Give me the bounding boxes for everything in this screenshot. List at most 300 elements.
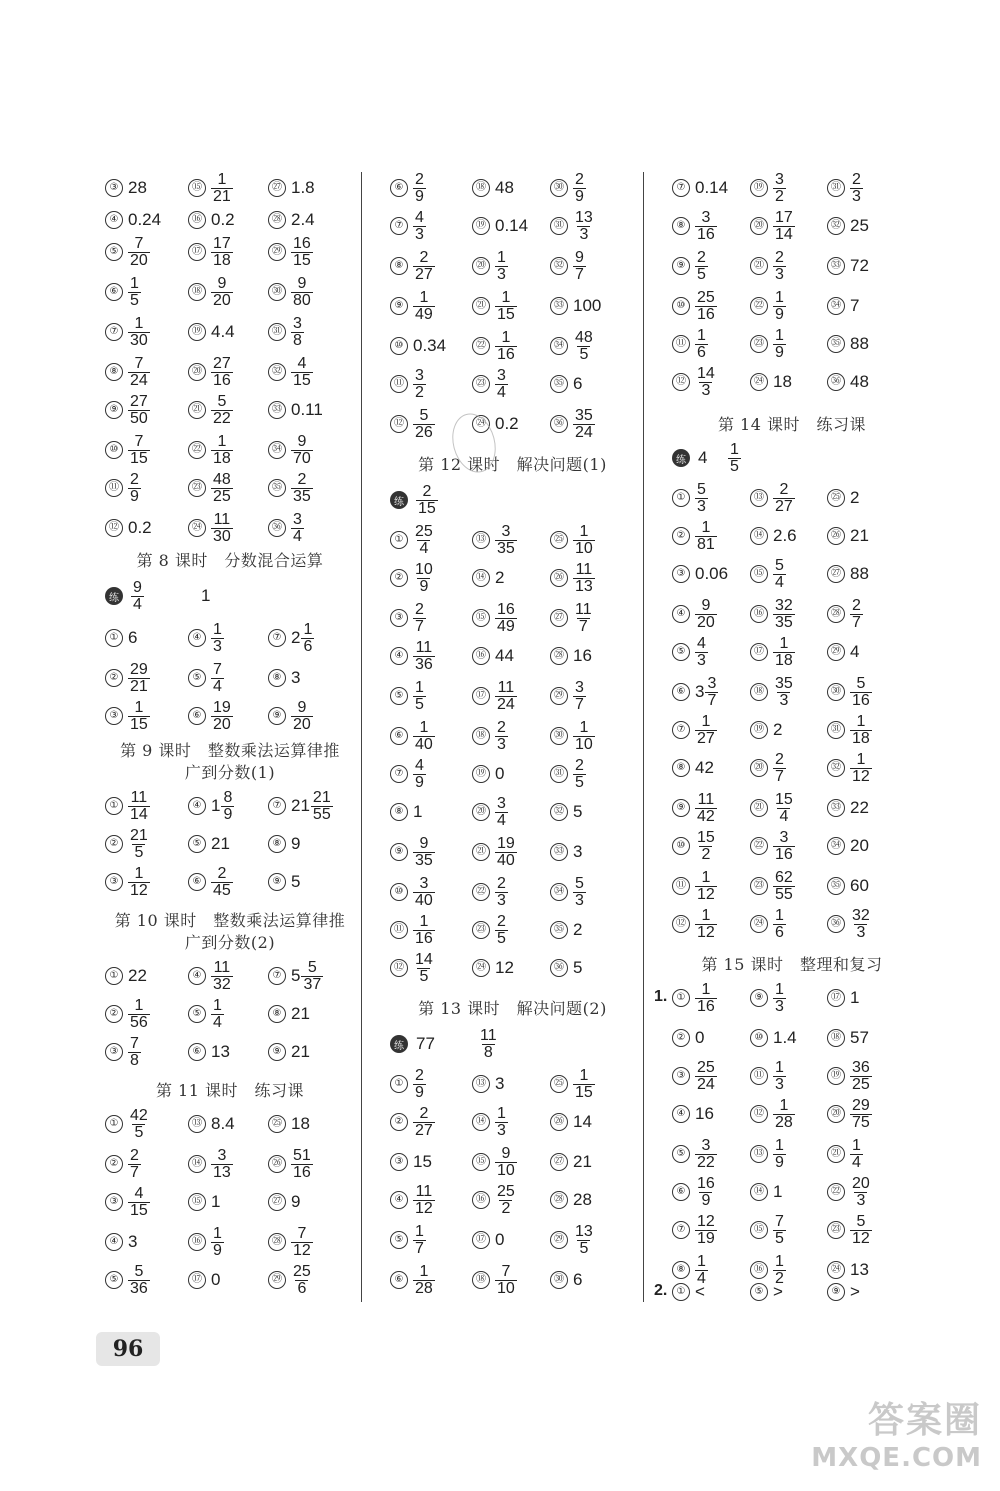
numerator: 13 [575, 1222, 593, 1240]
value-text: 0 [211, 1270, 221, 1289]
question-number: ③ [672, 1067, 690, 1085]
question-number: ⑨ [390, 843, 408, 861]
watermark-logo-text: 答案圈 [867, 1400, 982, 1441]
numerator: 1 [497, 248, 506, 266]
answer-value [695, 564, 728, 584]
value-text: 2.6 [773, 526, 797, 545]
numerator: 1 [130, 274, 139, 292]
answer-item [827, 1210, 872, 1250]
numerator: 5 [697, 480, 706, 498]
denominator: 3 [575, 891, 584, 909]
denominator: 21 [130, 677, 148, 695]
value-text: 2 [573, 920, 583, 939]
value-text: 0.24 [128, 210, 162, 229]
answer-item [131, 576, 144, 616]
fraction [413, 1264, 435, 1297]
answer-value [695, 870, 717, 903]
denominator: 16 [697, 225, 715, 243]
fraction [695, 1214, 717, 1247]
answer-item [472, 286, 517, 326]
fraction [695, 1138, 717, 1171]
fraction [573, 210, 595, 243]
answer-value [211, 356, 233, 389]
fraction [850, 598, 863, 631]
answer-value [211, 322, 235, 342]
answer-value [773, 830, 795, 863]
value-text: 28 [128, 178, 147, 197]
denominator: 14 [775, 225, 793, 243]
answer-value [495, 290, 517, 323]
denominator: 80 [293, 291, 311, 309]
numerator: 1 [501, 288, 511, 306]
answer-value [128, 518, 152, 538]
fraction [850, 676, 872, 709]
answer-row [390, 364, 635, 404]
answer-item [550, 404, 595, 444]
question-number: ⑧ [268, 1005, 286, 1023]
question-number: ㉟ [550, 375, 568, 393]
answer-item [672, 672, 718, 712]
answer-value [850, 372, 869, 392]
fraction [495, 914, 508, 947]
question-number: ⑪ [672, 335, 690, 353]
fraction [211, 512, 233, 545]
fraction [773, 598, 795, 631]
answer-item [750, 1056, 786, 1096]
fraction [573, 602, 594, 635]
question-number: ㉛ [827, 179, 845, 197]
value-text: 6 [573, 1270, 583, 1289]
answer-value [698, 448, 707, 468]
answer-row [390, 754, 635, 794]
numerator: 9 [575, 248, 584, 266]
answer-item [550, 1142, 592, 1182]
fraction [291, 276, 313, 309]
numerator: 4 [297, 354, 307, 372]
answer-item [827, 1094, 872, 1134]
answer-value [773, 752, 786, 785]
answer-item [268, 956, 323, 996]
answer-item [550, 792, 582, 832]
numerator: 1 [217, 170, 227, 188]
answer-item [390, 716, 435, 756]
answer-item [188, 1222, 224, 1262]
question-number: ⑦ [672, 1221, 690, 1239]
value-text: 15 [413, 1152, 432, 1171]
denominator: 16 [415, 929, 433, 947]
fraction [128, 434, 150, 467]
numerator: 1 [775, 980, 784, 998]
answer-row [390, 1024, 635, 1064]
answer-item [268, 352, 313, 392]
answer-row [390, 676, 635, 716]
answer-value [573, 330, 595, 363]
answer-value [695, 676, 718, 709]
answer-item [827, 788, 869, 828]
answer-value [573, 646, 592, 666]
answer-item [188, 658, 224, 698]
numerator: 17 [213, 234, 231, 252]
answer-value [128, 1036, 141, 1069]
denominator: 4 [213, 677, 222, 695]
fraction [128, 1108, 150, 1141]
answer-value [573, 1112, 592, 1132]
answer-item [268, 468, 313, 508]
value-text: 72 [850, 256, 869, 275]
numerator: 27 [213, 354, 231, 372]
denominator: 42 [697, 807, 715, 825]
answer-item [750, 516, 797, 556]
value-text: 2 [850, 488, 860, 507]
answer-value [128, 394, 150, 427]
fraction [413, 210, 426, 243]
denominator: 55 [312, 805, 331, 823]
denominator: 14 [130, 805, 148, 823]
numerator: 9 [701, 596, 711, 614]
answer-item [105, 1260, 150, 1300]
question-number: ㉞ [827, 837, 845, 855]
fraction [128, 866, 150, 899]
answer-item [188, 824, 230, 864]
fraction [773, 636, 795, 669]
fraction [211, 356, 233, 389]
answer-item [750, 362, 792, 402]
question-number: ⑤ [750, 1283, 768, 1301]
numerator: 9 [133, 578, 142, 596]
question-number: ① [672, 989, 690, 1007]
numerator: 1 [856, 712, 866, 730]
fraction [128, 394, 150, 427]
value-text: 0 [495, 764, 505, 783]
answer-item [188, 430, 233, 470]
answer-value [850, 1098, 872, 1131]
question-number: ⑯ [472, 647, 490, 665]
question-number: ④ [105, 211, 123, 229]
numerator: 1 [775, 326, 784, 344]
question-number: ⑱ [472, 179, 490, 197]
fraction [850, 1060, 872, 1093]
answer-value [413, 408, 435, 441]
fraction [495, 680, 517, 713]
denominator: 4 [775, 573, 784, 591]
answer-item [827, 478, 859, 518]
fraction [773, 830, 795, 863]
fraction [413, 172, 426, 205]
answer-item [827, 324, 869, 364]
numerator: 1 [213, 1224, 222, 1242]
answer-item [390, 636, 435, 676]
answer-item [188, 232, 233, 272]
question-number: ㉞ [550, 883, 568, 901]
numerator: 12 [697, 1212, 715, 1230]
answer-value [495, 876, 508, 909]
denominator: 25 [213, 487, 231, 505]
answer-value [695, 758, 714, 778]
question-number: ㉟ [550, 921, 568, 939]
section-heading: 广到分数(2) [184, 933, 276, 952]
value-text: 21 [291, 1004, 310, 1023]
denominator: 3 [579, 225, 589, 243]
numerator: 2 [697, 248, 706, 266]
answer-row [672, 632, 912, 672]
answer-value [128, 790, 150, 823]
numerator: 3 [701, 1136, 711, 1154]
question-number: ⑥ [672, 1183, 690, 1201]
value-text: 0 [495, 1230, 505, 1249]
fraction [695, 250, 708, 283]
answer-row [672, 286, 912, 326]
value-text: 16 [573, 646, 592, 665]
numerator: 16 [497, 600, 515, 618]
answer-item [827, 826, 869, 866]
numerator: 3 [293, 314, 302, 332]
answer-row [105, 1104, 355, 1144]
question-number: ㉛ [827, 721, 845, 739]
fraction [773, 676, 795, 709]
denominator: 16 [697, 997, 715, 1015]
denominator: 9 [575, 187, 584, 205]
answer-value [695, 520, 717, 553]
numerator: 7 [501, 1262, 511, 1280]
value-text: 21 [573, 1152, 592, 1171]
value-text: 0.06 [695, 564, 729, 583]
answer-value [128, 316, 150, 349]
question-number: ㉝ [550, 297, 568, 315]
denominator: 16 [775, 845, 793, 863]
answer-value [850, 256, 869, 276]
denominator: 10 [575, 539, 593, 557]
answer-item [827, 672, 872, 712]
answer-value [695, 366, 717, 399]
answer-item [750, 1018, 797, 1058]
question-number: ⑨ [827, 1283, 845, 1301]
denominator: 4 [213, 1013, 222, 1031]
question-number: ⑤ [188, 1005, 206, 1023]
numerator: 11 [575, 600, 592, 618]
fraction [695, 982, 717, 1015]
fraction [773, 1138, 786, 1171]
answer-value [850, 752, 872, 785]
denominator: 15 [497, 305, 515, 323]
value-text: 1.8 [291, 178, 315, 197]
question-number: ㉖ [268, 1155, 286, 1173]
answer-value [416, 484, 438, 517]
denominator: 24 [697, 1075, 715, 1093]
answer-value [128, 998, 150, 1031]
numerator: 7 [134, 432, 144, 450]
answer-value [128, 628, 137, 648]
answer-row [105, 352, 355, 392]
answer-value [773, 372, 792, 392]
denominator: 15 [130, 449, 148, 467]
numerator: 1 [579, 522, 589, 540]
answer-item [268, 1260, 313, 1300]
question-number: ㉙ [550, 1231, 568, 1249]
answer-item [827, 632, 859, 672]
answer-item [472, 1260, 517, 1300]
question-number: ⑫ [750, 1105, 768, 1123]
denominator: 28 [775, 1113, 793, 1131]
answer-value [850, 526, 869, 546]
answer-item [472, 326, 517, 366]
answer-item [827, 748, 872, 788]
numerator: 1 [775, 1058, 784, 1076]
fraction [695, 210, 717, 243]
question-number: ㉔ [472, 959, 490, 977]
answer-item [672, 324, 708, 364]
question-number: ⑮ [472, 609, 490, 627]
answer-value [211, 622, 224, 655]
answer-value [291, 1148, 313, 1181]
answer-row [672, 788, 912, 828]
question-number: ㉑ [188, 401, 206, 419]
numerator: 7 [775, 1212, 784, 1230]
answer-item [472, 1220, 504, 1260]
question-number: ⑯ [188, 211, 206, 229]
answer-value [495, 720, 508, 753]
numerator: 1 [697, 1252, 706, 1270]
answer-row [105, 312, 355, 352]
answer-item [268, 1182, 300, 1222]
answer-item [105, 696, 150, 736]
answer-value [850, 564, 869, 584]
answer-row [105, 508, 355, 548]
fraction [695, 908, 717, 941]
answer-item [188, 956, 233, 996]
answer-value [211, 236, 233, 269]
answer-item [672, 554, 728, 594]
answer-value [201, 586, 210, 606]
numerator: 29 [852, 1096, 870, 1114]
question-number: ③ [390, 609, 408, 627]
value-text: 0.11 [291, 400, 323, 419]
question-number: ⑤ [390, 687, 408, 705]
numerator: 1 [134, 314, 144, 332]
question-number: ⑱ [827, 1029, 845, 1047]
fraction [573, 330, 595, 363]
answer-value [291, 1226, 313, 1259]
question-number: ⑥ [672, 683, 690, 701]
answer-value [291, 872, 300, 892]
answer-value [573, 876, 586, 909]
answer-item [105, 824, 150, 864]
answer-value [128, 472, 141, 505]
answer-item [750, 554, 786, 594]
answer-value [573, 1270, 582, 1290]
denominator: 12 [293, 1241, 311, 1259]
denominator: 36 [130, 1279, 148, 1297]
answer-value [573, 720, 595, 753]
fraction [850, 908, 872, 941]
answer-value [291, 790, 333, 823]
numerator: 2 [415, 170, 424, 188]
fraction [695, 714, 717, 747]
answer-value [211, 1226, 224, 1259]
question-number: ㉝ [268, 401, 286, 419]
fraction [495, 1264, 517, 1297]
answer-item [105, 390, 150, 430]
answer-item [390, 1220, 426, 1260]
numerator: 9 [297, 698, 307, 716]
question-number: ⑧ [672, 217, 690, 235]
numerator: 1 [419, 1262, 429, 1280]
fraction [495, 720, 508, 753]
answer-value [773, 1098, 795, 1131]
denominator: 9 [213, 1241, 222, 1259]
numerator: 2 [130, 1146, 139, 1164]
answer-row [105, 862, 355, 902]
question-number: ㉕ [550, 531, 568, 549]
answer-value [495, 958, 514, 978]
answer-value [211, 1042, 230, 1062]
answer-value [291, 1004, 310, 1024]
fraction [495, 876, 508, 909]
denominator: 15 [418, 499, 436, 517]
question-number: ㉒ [188, 441, 206, 459]
numerator: 1 [415, 678, 424, 696]
answer-item [105, 1104, 150, 1144]
fraction [211, 472, 233, 505]
question-number: ⑨ [390, 297, 408, 315]
answer-value [850, 1060, 872, 1093]
answer-item [268, 1222, 313, 1262]
denominator: 4 [293, 527, 302, 545]
question-number: ㉜ [827, 217, 845, 235]
denominator: 3 [779, 691, 789, 709]
answer-row [672, 554, 912, 594]
answer-row [672, 168, 912, 208]
answer-value [773, 982, 786, 1015]
question-number: ⑩ [390, 337, 408, 355]
answer-value [413, 802, 422, 822]
denominator: 27 [415, 1121, 433, 1139]
answer-value [495, 646, 514, 666]
question-number: ③ [105, 179, 123, 197]
denominator: 7 [575, 695, 584, 713]
whole-number: 21 [291, 796, 310, 815]
answer-row [672, 1134, 912, 1174]
answer-item [550, 832, 582, 872]
answer-item [472, 168, 514, 208]
denominator: 16 [852, 691, 870, 709]
answer-value [291, 834, 300, 854]
answer-row [390, 246, 635, 286]
answer-item [750, 478, 795, 518]
answer-row [390, 326, 635, 366]
answer-item [105, 272, 141, 312]
answer-row [105, 430, 355, 470]
fraction [695, 870, 717, 903]
question-number: ⑥ [188, 873, 206, 891]
answer-item [750, 206, 795, 246]
fraction [221, 790, 234, 823]
denominator: 19 [697, 1229, 715, 1247]
fraction [495, 330, 517, 363]
denominator: 8 [483, 1043, 493, 1061]
answer-value [413, 1068, 426, 1101]
answer-item [672, 516, 717, 556]
practice-answer [390, 480, 414, 520]
value-text: 2 [495, 568, 505, 587]
value-text: 5 [573, 802, 583, 821]
fraction [413, 836, 435, 869]
answer-item [472, 948, 514, 988]
practice-answer [672, 438, 696, 478]
question-number: ㉘ [550, 647, 568, 665]
denominator: 24 [497, 695, 515, 713]
answer-item [472, 598, 517, 638]
question-number: ⑲ [827, 1067, 845, 1085]
